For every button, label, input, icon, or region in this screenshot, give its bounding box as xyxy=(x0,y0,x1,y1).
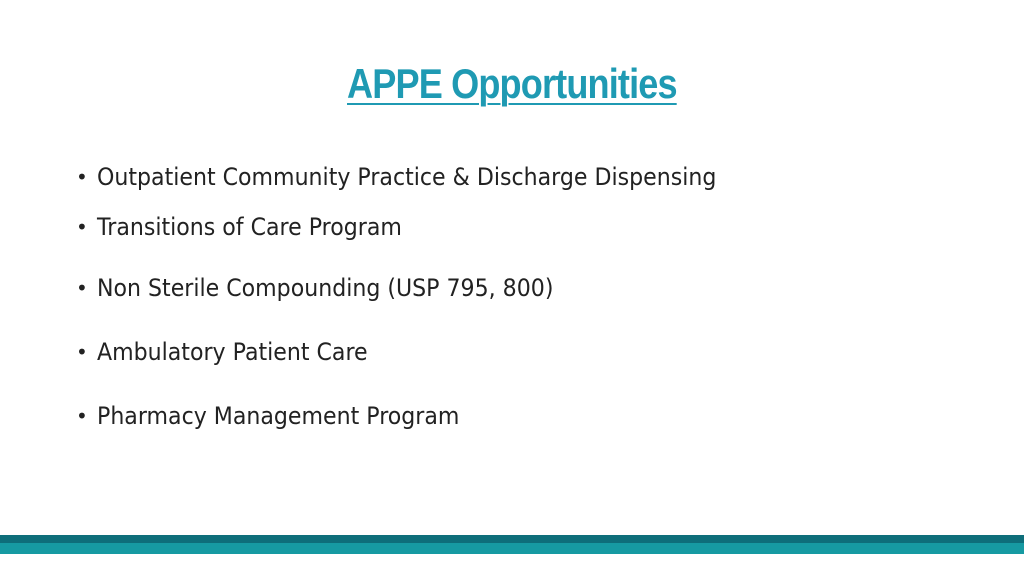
bullet-item xyxy=(76,162,770,192)
bullet-item xyxy=(76,337,391,367)
bullet-item xyxy=(76,212,428,242)
bullet-dot-icon: • xyxy=(76,215,88,239)
bullet-dot-icon: • xyxy=(76,276,88,300)
footer-band-teal xyxy=(0,543,1024,554)
footer-band-dark xyxy=(0,535,1024,543)
slide-title: APPE Opportunities xyxy=(347,60,677,107)
bullet-text: Outpatient Community Practice & Discharge Dispensing xyxy=(97,163,717,191)
bullet-text: Non Sterile Compounding (USP 795, 800) xyxy=(97,274,554,302)
bullet-text: Pharmacy Management Program xyxy=(97,402,460,430)
bullet-item xyxy=(76,401,491,431)
bullet-item xyxy=(76,273,593,303)
footer-band-light xyxy=(0,554,1024,576)
bullet-text: Ambulatory Patient Care xyxy=(97,338,368,366)
bullet-text: Transitions of Care Program xyxy=(97,213,402,241)
bullet-dot-icon: • xyxy=(76,165,88,189)
bullet-dot-icon: • xyxy=(76,404,88,428)
bullet-dot-icon: • xyxy=(76,340,88,364)
